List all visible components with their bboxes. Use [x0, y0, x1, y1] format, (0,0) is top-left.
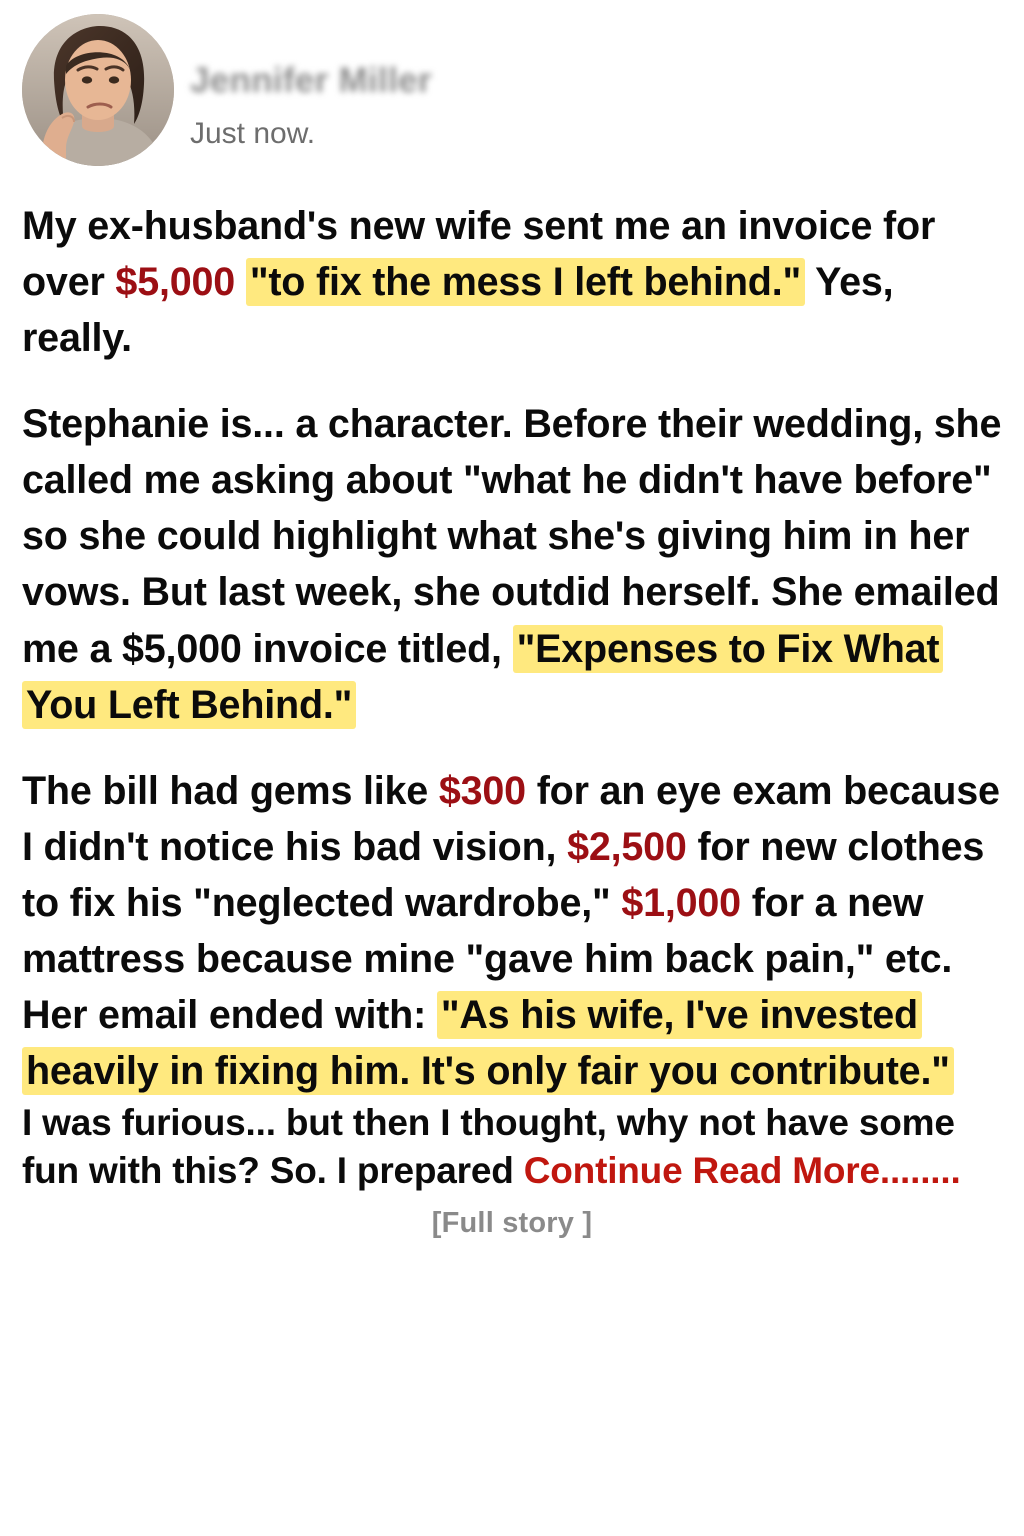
p4-text-a: Her email ended with:: [22, 993, 437, 1038]
p1-text-d: Yes, really.: [22, 260, 894, 361]
post-header: [22, 14, 1002, 194]
post-timestamp: Just now.: [190, 116, 316, 150]
p2-text-a: Stephanie is... a character. Before their wedding, she called me asking about "what he didn't have before" so she could highlight what she's giving him in her vows. But last week, she outdid herself. She emailed me a $5,000 invoice titled,: [22, 402, 1002, 671]
amount-5000: $5,000: [115, 260, 236, 305]
continue-read-more-link[interactable]: Continue Read More........: [523, 1150, 961, 1192]
p3-text-a: The bill had gems like: [22, 768, 439, 813]
p1-text-b: invoice for over: [22, 204, 936, 305]
p3-text-b: for an eye exam because I didn't notice his bad vision,: [22, 768, 1000, 869]
highlight-quote-1: "to fix the mess I left behind.": [246, 258, 805, 306]
p5-text-a: I was furious... but then I thought, why not have some fun with this? So. I prepared: [22, 1102, 955, 1192]
author-block: [190, 14, 432, 150]
paragraph-1: [22, 198, 1002, 366]
highlight-quote-3: "As his wife, I've invested heavily in fixing him. It's only fair you contribute.": [22, 991, 954, 1095]
amount-300: $300: [438, 768, 526, 813]
paragraph-5: [22, 1099, 1002, 1195]
author-name: Jennifer Miller: [190, 61, 432, 100]
paragraph-4: [22, 987, 1002, 1099]
highlight-quote-2: "Expenses to Fix What You Left Behind.": [22, 625, 943, 729]
p1-space: [235, 260, 246, 304]
full-story-label[interactable]: [Full story ]: [431, 1207, 593, 1240]
amount-1000: $1,000: [621, 880, 741, 925]
avatar[interactable]: [22, 14, 174, 166]
post-body: [22, 194, 1002, 1240]
woman-portrait-avatar-icon: [22, 14, 174, 166]
p3-text-c: for new clothes to fix his "neglected wardrobe,": [22, 824, 985, 925]
paragraph-2: [22, 396, 1002, 732]
amount-2500: $2,500: [567, 824, 687, 869]
paragraph-3: [22, 763, 1002, 987]
p3-text-d: for a new mattress because mine "gave him back pain," etc.: [22, 880, 953, 981]
p1-text-a: My ex-husband's new wife sent me an: [22, 204, 738, 248]
